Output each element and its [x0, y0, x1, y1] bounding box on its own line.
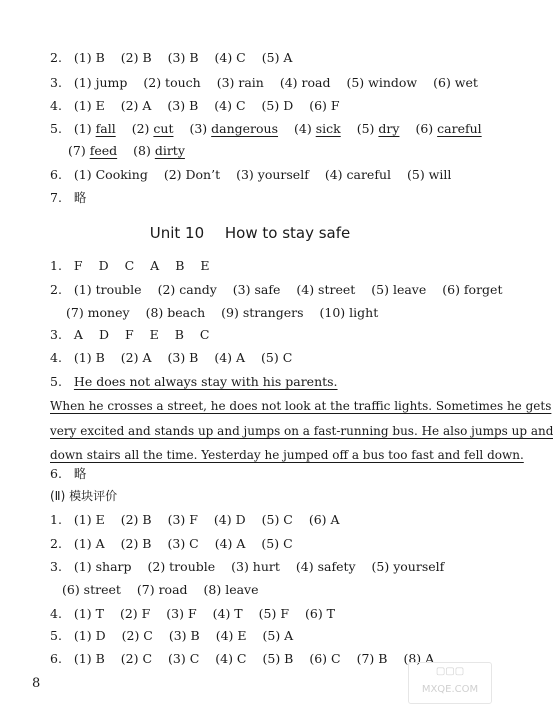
answer: (6) wet	[433, 75, 478, 90]
answer: (3) B	[168, 628, 200, 643]
answer: (3) F	[167, 512, 198, 527]
answer-line	[50, 466, 472, 482]
answer: (5) C	[261, 350, 293, 365]
answer: (4) D	[213, 512, 246, 527]
item-number: 7.	[50, 190, 62, 205]
answer: (3) safe	[232, 282, 281, 297]
answer: (1) B	[73, 350, 105, 365]
answer-word: cut	[153, 121, 174, 136]
item-number: 5.	[50, 374, 62, 389]
answer-line	[66, 305, 472, 321]
item-number: 5.	[50, 628, 62, 643]
answer: (5) A	[262, 628, 294, 643]
item-number: 1.	[50, 512, 62, 527]
answer: (1) D	[73, 628, 106, 643]
answer: (5) B	[262, 651, 294, 666]
answer: (3) B	[167, 98, 199, 113]
answer: (8) beach	[145, 305, 206, 320]
answer: A	[150, 258, 160, 273]
answer: (7) B	[356, 651, 388, 666]
answer: (2) Don’t	[163, 167, 221, 182]
answer: (1) A	[73, 536, 105, 551]
answer: (5) leave	[371, 282, 427, 297]
answer-paragraph-line: very excited and stands up and jumps on a fast-running bus. He also jumps up and	[50, 424, 553, 438]
answer: B	[175, 258, 185, 273]
answer: (4) T	[212, 606, 243, 621]
answer: (1) T	[73, 606, 104, 621]
answer-paragraph-line: down stairs all the time. Yesterday he jumped off a bus too fast and fell down.	[50, 448, 524, 462]
answer-index: (7)	[68, 143, 86, 158]
answer: (1) sharp	[73, 559, 132, 574]
answer: (5) D	[261, 98, 294, 113]
answer: (4) street	[296, 282, 356, 297]
answer-word: sick	[315, 121, 341, 136]
answer-line	[50, 190, 472, 206]
answer: (4) E	[215, 628, 247, 643]
answer: (6) A	[308, 512, 340, 527]
answer: (1) B	[73, 651, 105, 666]
answer: (5) yourself	[371, 559, 445, 574]
answer: (2) trouble	[147, 559, 216, 574]
answer: (5) C	[261, 536, 293, 551]
answer-line	[50, 327, 472, 343]
answer-line	[68, 143, 472, 159]
answer: (3) hurt	[231, 559, 280, 574]
answer	[415, 121, 481, 136]
answer-line	[50, 121, 482, 137]
item-number: 6.	[50, 651, 62, 666]
answer-index: (1)	[73, 121, 92, 136]
answer: (2) A	[120, 98, 152, 113]
item-number: 3.	[50, 327, 62, 342]
answer: 略	[73, 190, 87, 205]
answer: (8) A	[403, 651, 435, 666]
answer: F	[73, 258, 83, 273]
answer-line	[50, 282, 503, 298]
answer: B	[174, 327, 184, 342]
answer: (3) B	[167, 50, 199, 65]
answer-word: feed	[89, 143, 118, 158]
answer-line	[50, 628, 472, 644]
section-heading: (Ⅱ) 模块评价	[50, 489, 118, 503]
answer: (1) jump	[73, 75, 128, 90]
watermark-text: MXQE.COM	[421, 684, 479, 695]
answer: (3) C	[167, 536, 199, 551]
answer	[68, 143, 117, 158]
answer-line	[50, 167, 472, 183]
answer: (5) A	[261, 50, 293, 65]
answer: (4) A	[214, 536, 246, 551]
answer: (5) F	[258, 606, 289, 621]
answer: (6) T	[304, 606, 336, 621]
unit-heading	[0, 224, 500, 242]
answer-index: (6)	[415, 121, 434, 136]
answer-index: (5)	[356, 121, 375, 136]
item-number: 4.	[50, 350, 62, 365]
item-number: 1.	[50, 258, 62, 273]
answer: E	[200, 258, 210, 273]
item-number: 3.	[50, 75, 62, 90]
answer-line	[50, 258, 472, 274]
answer: (4) safety	[295, 559, 356, 574]
answer: (3) rain	[216, 75, 264, 90]
answer: (8) leave	[203, 582, 259, 597]
answer: (2) touch	[143, 75, 201, 90]
answer-line	[50, 374, 472, 390]
answer-index: (3)	[189, 121, 208, 136]
unit-title: How to stay safe	[224, 224, 351, 242]
answer: (2) A	[120, 350, 152, 365]
answer: (2) F	[119, 606, 151, 621]
answer: (4) A	[214, 350, 246, 365]
watermark-logo	[408, 662, 492, 704]
item-number: 6.	[50, 466, 62, 481]
watermark-mark-icon: ▢▢▢	[435, 666, 465, 677]
item-number: 2.	[50, 282, 62, 297]
answer-line	[50, 75, 478, 91]
answer-line	[50, 559, 472, 575]
answer: (2) B	[120, 536, 152, 551]
answer	[357, 121, 400, 136]
answer: E	[149, 327, 159, 342]
answer-paragraph-line: When he crosses a street, he does not look at the traffic lights. Sometimes he gets	[50, 399, 552, 413]
answer: (4) careful	[324, 167, 391, 182]
answer: (4) C	[214, 50, 246, 65]
answer: 略	[73, 466, 87, 481]
answer-line	[50, 98, 472, 114]
answer: (1) E	[73, 98, 105, 113]
item-number: 3.	[50, 559, 62, 574]
answer: (5) window	[346, 75, 418, 90]
answer: (2) C	[120, 651, 153, 666]
answer	[74, 121, 116, 136]
answer: C	[124, 258, 135, 273]
answer: D	[98, 327, 109, 342]
unit-number: Unit 10	[149, 224, 205, 242]
answer-sentence: He does not always stay with his parents.	[73, 374, 338, 389]
answer: D	[98, 258, 109, 273]
answer: (2) candy	[157, 282, 217, 297]
answer-line	[62, 582, 472, 598]
answer: (2) B	[120, 50, 152, 65]
answer: (1) E	[73, 512, 105, 527]
answer-index: (4)	[294, 121, 312, 136]
answer-word: fall	[95, 121, 116, 136]
answer-index: (2)	[131, 121, 150, 136]
answer: (6) forget	[442, 282, 503, 297]
answer-word: dangerous	[211, 121, 279, 136]
answer: F	[124, 327, 134, 342]
answer: (5) C	[261, 512, 293, 527]
answer: (7) road	[136, 582, 188, 597]
answer-line	[50, 50, 472, 66]
answer-word: dry	[378, 121, 400, 136]
answer: A	[73, 327, 83, 342]
answer: (3) B	[167, 350, 199, 365]
answer: (7) money	[66, 305, 130, 320]
answer: C	[199, 327, 210, 342]
item-number: 4.	[50, 606, 62, 621]
answer: (6) street	[62, 582, 121, 597]
answer-line	[50, 512, 472, 528]
answer: (5) will	[406, 167, 452, 182]
answer	[132, 121, 174, 136]
answer: (9) strangers	[221, 305, 304, 320]
answer: (2) C	[121, 628, 153, 643]
answer-line	[50, 606, 472, 622]
page-number: 8	[32, 676, 41, 691]
answer-index: (8)	[133, 143, 151, 158]
answer: (1) Cooking	[73, 167, 148, 182]
answer: (1) trouble	[73, 282, 142, 297]
answer-line	[50, 350, 472, 366]
answer: (6) C	[309, 651, 341, 666]
item-number: 6.	[50, 167, 62, 182]
answer: (2) B	[120, 512, 152, 527]
answer	[189, 121, 278, 136]
answer: (6) F	[309, 98, 340, 113]
answer-word: dirty	[154, 143, 185, 158]
answer-line	[50, 536, 472, 552]
item-number: 2.	[50, 50, 62, 65]
answer: (3) yourself	[236, 167, 309, 182]
answer: (4) road	[279, 75, 331, 90]
answer: (4) C	[215, 651, 247, 666]
item-number: 4.	[50, 98, 62, 113]
answer: (4) C	[214, 98, 246, 113]
answer	[133, 143, 185, 158]
item-number: 2.	[50, 536, 62, 551]
answer-word: careful	[437, 121, 482, 136]
answer: (3) C	[168, 651, 200, 666]
item-number: 5.	[50, 121, 62, 136]
answer: (1) B	[73, 50, 105, 65]
answer: (3) F	[166, 606, 197, 621]
answer	[294, 121, 341, 136]
answer: (10) light	[319, 305, 379, 320]
